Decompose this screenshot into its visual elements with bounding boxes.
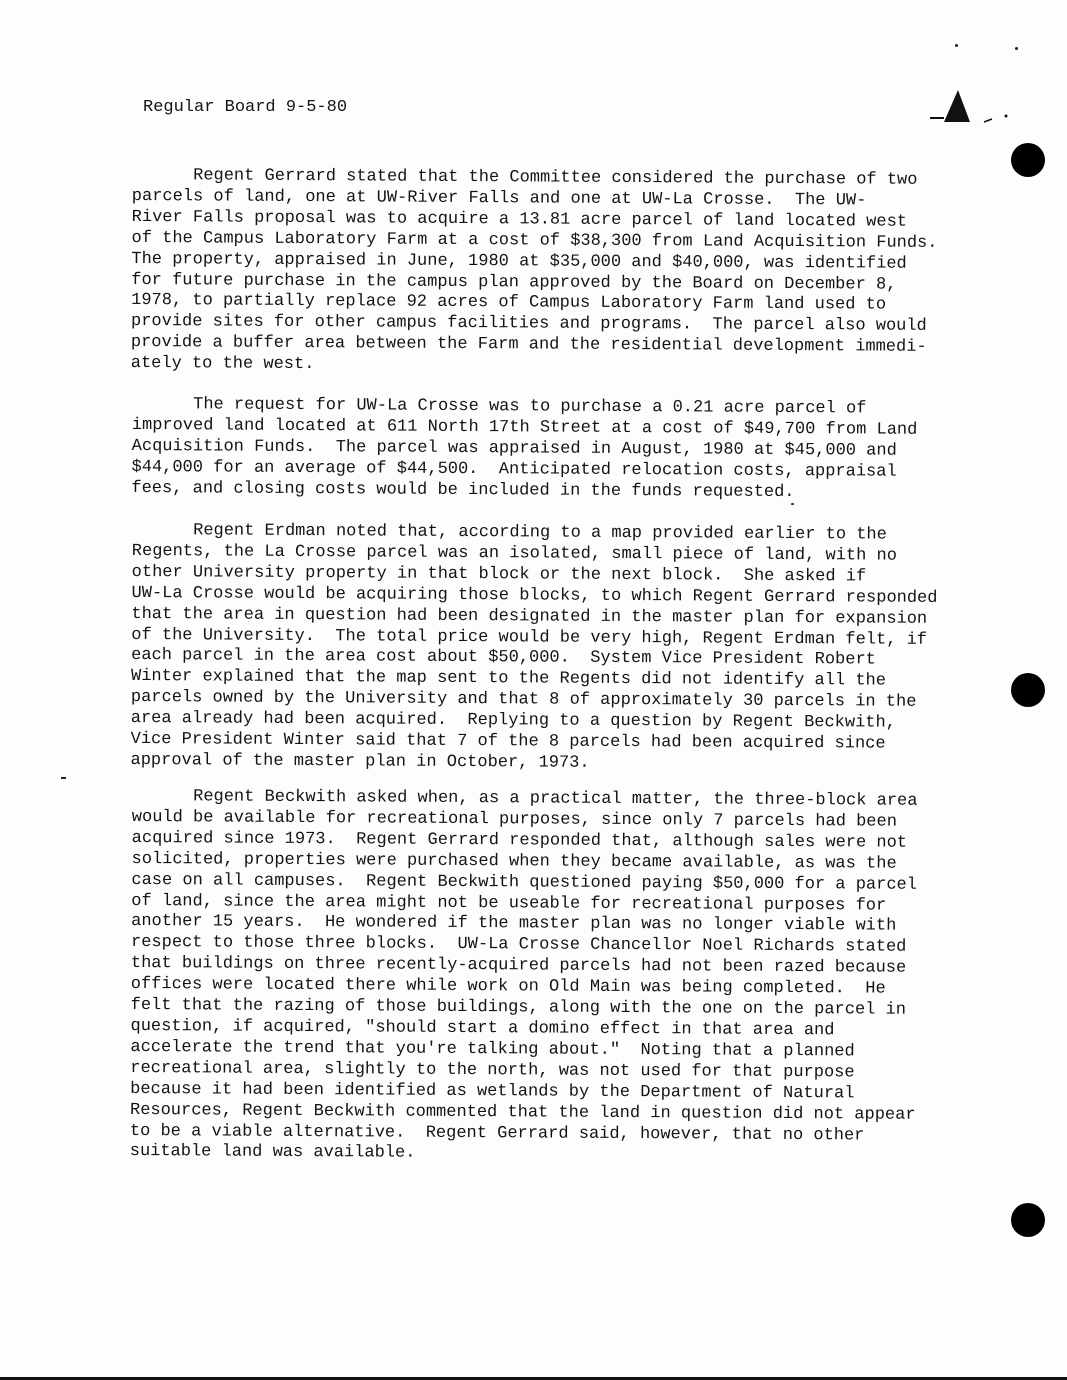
scan-speck — [1015, 47, 1018, 50]
page-header: Regular Board 9-5-80 — [143, 98, 348, 117]
triangle-page-marker-icon — [930, 88, 1010, 128]
paragraph-beckwith-recreational-area: Regent Beckwith asked when, as a practical matter, the three-block area would be available for recreational purposes, since only 7 parcels had been acquired since 1973. Regent Gerrard responded that, although sales were not solicited, properties were purchased when they became available, as was the case on all campuses. Regent Beckwith questioned paying $50,000 for a parcel of land, since the area might not be useable for recreational purposes for another 15 years. He wondered if the master plan was no longer viable with respect to those three blocks. UW-La Crosse Chancellor Noel Richards stated that buildings on three recently-acquired parcels had not been razed because offices were located there while work on Old Main was being completed. He felt that the razing of those buildings, along with the one on the parcel in question, if acquired, "should start a domino effect in that area and accelerate the trend that you're talking about." Noting that a planned recreational area, slightly to the north, was not used for that purpose because it had been identified as wetlands by the Department of Natural Resources, Regent Beckwith commented that the land in question did not appear to be a viable alternative. Regent Gerrard said, however, that no other suitable land was available. — [129, 787, 918, 1164]
punch-hole-icon — [1011, 143, 1045, 177]
scan-speck — [791, 503, 794, 505]
scan-speck — [61, 777, 66, 779]
paragraph-erdman-map-question: Regent Erdman noted that, according to a map provided earlier to the Regents, the La Crosse parcel was an isolated, small piece of land, with no other University property in that block or the next block. She asked if UW-La Crosse would be acquiring those blocks, to which Regent Gerrard responded that the area in question had been designated in the master plan for expansion of the University. The total price would be very high, Regent Erdman felt, if each parcel in the area cost about $50,000. System Vice President Robert Winter explained that the map sent to the Regents did not identify all the parcels owned by the University and that 8 of approximately 30 parcels in the area already had been acquired. Replying to a question by Regent Beckwith, Vice President Winter said that 7 of the 8 parcels had been acquired since approval of the master plan in October, 1973. — [130, 521, 938, 773]
punch-hole-icon — [1011, 1203, 1045, 1237]
paragraph-river-falls-parcel: Regent Gerrard stated that the Committee considered the purchase of two parcels of land, one at UW-River Falls and one at UW-La Crosse. The UW- River Falls proposal was to acquire a 13.81 acre parcel of land located west of the Campus Laboratory Farm at a cost of $38,300 from Land Acquisition Funds. The property, appraised in June, 1980 at $35,000 and $40,000, was identified for future purchase in the campus plan approved by the Board on December 8, 1978, to partially replace 92 acres of Campus Laboratory Farm land used to provide sites for other campus facilities and programs. The parcel also would provide a buffer area between the Farm and the residential development immedi- ately to the west. — [130, 166, 938, 375]
scan-speck — [955, 44, 958, 47]
punch-hole-icon — [1011, 673, 1045, 707]
paragraph-la-crosse-request: The request for UW-La Crosse was to purchase a 0.21 acre parcel of improved land located at 611 North 17th Street at a cost of $49,700 from Land Acquisition Funds. The parcel was appraised in August, 1980 at $45,000 and $44,000 for an average of $44,500. Anticipated relocation costs, appraisal fees, and closing costs would be included in the funds requested. — [131, 395, 918, 502]
